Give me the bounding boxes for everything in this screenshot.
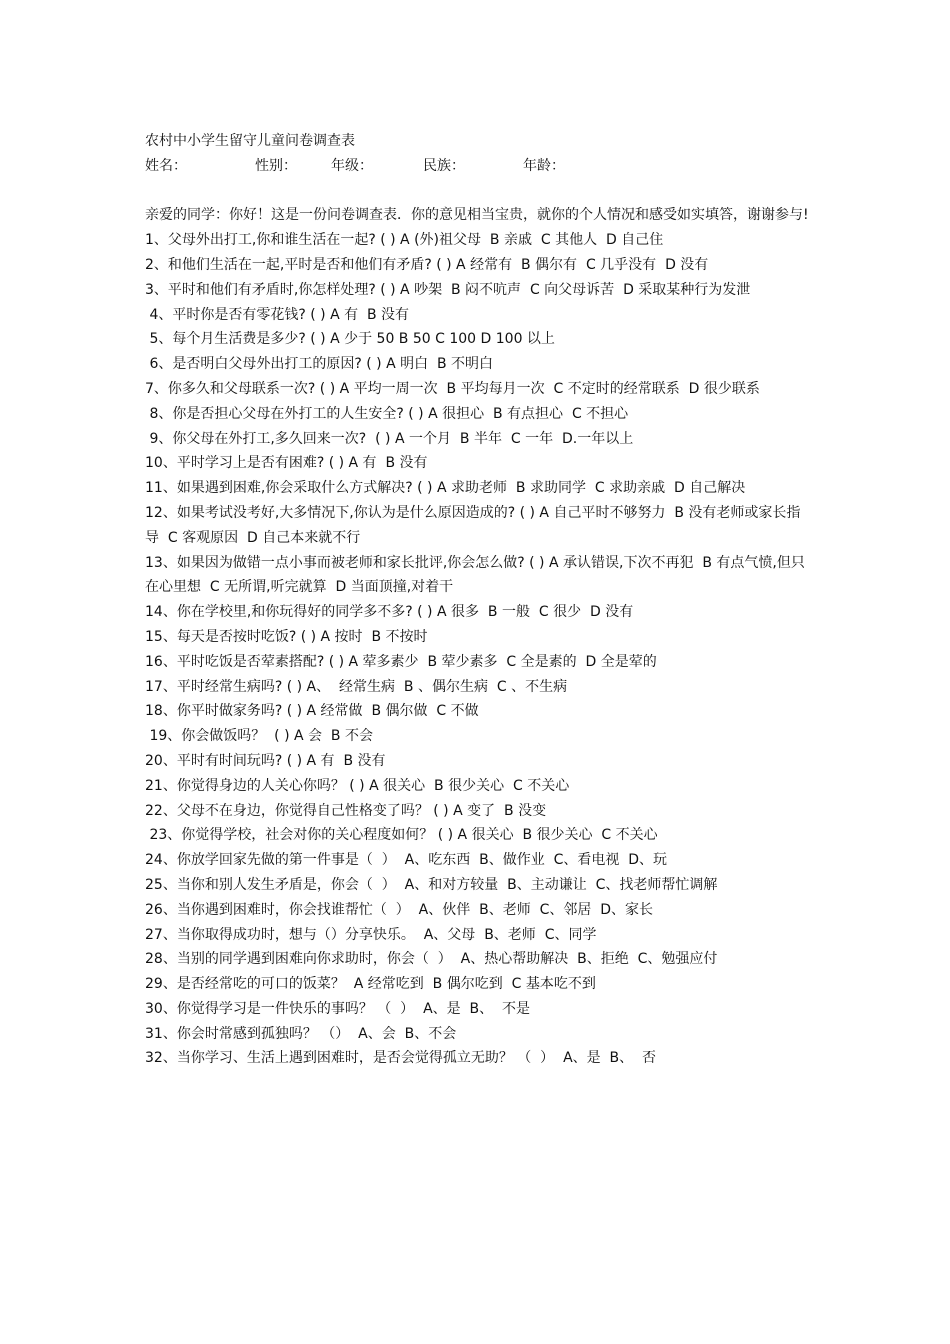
question-item: 30、你觉得学习是一件快乐的事吗？ （ ） A、是 B、 不是: [145, 1000, 531, 1017]
field-name-label: 姓名：: [145, 157, 187, 174]
document-body: [145, 129, 813, 1071]
question-item: 28、当别的同学遇到困难向你求助时，你会（ ） A、热心帮助解决 B、拒绝 C、勉强应付: [145, 951, 718, 968]
question-item: 29、是否经常吃的可口的饭菜？ A 经常吃到 B 偶尔吃到 C 基本吃不到: [145, 976, 596, 993]
question-item: 15、每天是否按时吃饭? ( ) A 按时 B 不按时: [145, 628, 428, 645]
greeting-paragraph: 亲爱的同学：你好！这是一份问卷调查表．你的意见相当宝贵，就你的个人情况和感受如实填答，谢谢参与!: [145, 207, 809, 224]
question-item: 16、平时吃饭是否荤素搭配? ( ) A 荤多素少 B 荤少素多 C 全是素的 D 全是荤的: [145, 653, 657, 670]
field-grade-label: 年级：: [331, 157, 373, 174]
question-item: 27、当你取得成功时，想与（）分享快乐。 A、父母 B、老师 C、同学: [145, 926, 597, 943]
question-item: 14、你在学校里,和你玩得好的同学多不多? ( ) A 很多 B 一般 C 很少 D 没有: [145, 604, 634, 621]
question-item: 9、你父母在外打工,多久回来一次? ( ) A 一个月 B 半年 C 一年 D.一年以上: [145, 430, 634, 447]
question-item: 18、你平时做家务吗? ( ) A 经常做 B 偶尔做 C 不做: [145, 703, 479, 720]
question-item: 21、你觉得身边的人关心你吗？ ( ) A 很关心 B 很少关心 C 不关心: [145, 777, 570, 794]
question-item: 20、平时有时间玩吗? ( ) A 有 B 没有: [145, 752, 386, 769]
question-item: 25、当你和别人发生矛盾是，你会（ ） A、和对方较量 B、主动谦让 C、找老师帮忙调解: [145, 876, 718, 893]
question-item: 10、平时学习上是否有困难? ( ) A 有 B 没有: [145, 455, 428, 472]
question-item: 8、你是否担心父母在外打工的人生安全? ( ) A 很担心 B 有点担心 C 不担心: [145, 405, 629, 422]
field-gender-label: 性别：: [255, 157, 297, 174]
question-item: 32、当你学习、生活上遇到困难时，是否会觉得孤立无助？ （ ） A、是 B、 否: [145, 1050, 657, 1067]
question-item: 22、父母不在身边，你觉得自己性格变了吗？ ( ) A 变了 B 没变: [145, 802, 547, 819]
document-title: 农村中小学生留守儿童问卷调查表: [145, 133, 355, 149]
question-item: 13、如果因为做错一点小事而被老师和家长批评,你会怎么做? ( ) A 承认错误,下次不再犯 B 有点气愤,但只在心里想 C 无所谓,听完就算 D 当面顶撞,对着干: [145, 554, 805, 596]
question-item: 6、是否明白父母外出打工的原因? ( ) A 明白 B 不明白: [145, 356, 494, 373]
question-item: 4、平时你是否有零花钱? ( ) A 有 B 没有: [145, 306, 410, 323]
question-list: [145, 228, 813, 1071]
question-item: 1、父母外出打工,你和谁生活在一起? ( ) A (外)祖父母 B 亲戚 C 其他人 D 自己住: [145, 232, 664, 249]
student-info-row: [145, 154, 813, 179]
question-item: 5、每个月生活费是多少? ( ) A 少于 50 B 50 C 100 D 100 以上: [145, 331, 555, 348]
question-item: 7、你多久和父母联系一次? ( ) A 平均一周一次 B 平均每月一次 C 不定时的经常联系 D 很少联系: [145, 380, 760, 397]
question-item: 23、你觉得学校，社会对你的关心程度如何？ ( ) A 很关心 B 很少关心 C 不关心: [145, 827, 658, 844]
question-item: 19、你会做饭吗？ ( ) A 会 B 不会: [145, 728, 373, 745]
question-item: 12、如果考试没考好,大多情况下,你认为是什么原因造成的? ( ) A 自己平时不够努力 B 没有老师或家长指导 C 客观原因 D 自己本来就不行: [145, 504, 801, 546]
question-item: 24、你放学回家先做的第一件事是（ ） A、吃东西 B、做作业 C、看电视 D、玩: [145, 852, 668, 869]
question-item: 31、你会时常感到孤独吗？ （） A、会 B、不会: [145, 1025, 457, 1042]
question-item: 17、平时经常生病吗? ( ) A、 经常生病 B 、偶尔生病 C 、不生病: [145, 678, 568, 695]
spacer: [145, 179, 813, 204]
field-age-label: 年龄：: [523, 157, 565, 174]
question-item: 11、如果遇到困难,你会采取什么方式解决? ( ) A 求助老师 B 求助同学 C 求助亲戚 D 自己解决: [145, 480, 746, 497]
question-item: 2、和他们生活在一起,平时是否和他们有矛盾? ( ) A 经常有 B 偶尔有 C 几乎没有 D 没有: [145, 256, 709, 273]
question-item: 3、平时和他们有矛盾时,你怎样处理? ( ) A 吵架 B 闷不吭声 C 向父母诉苦 D 采取某种行为发泄: [145, 281, 751, 298]
field-ethnicity-label: 民族：: [423, 157, 465, 174]
question-item: 26、当你遇到困难时，你会找谁帮忙（ ） A、伙伴 B、老师 C、邻居 D、家长: [145, 901, 654, 918]
